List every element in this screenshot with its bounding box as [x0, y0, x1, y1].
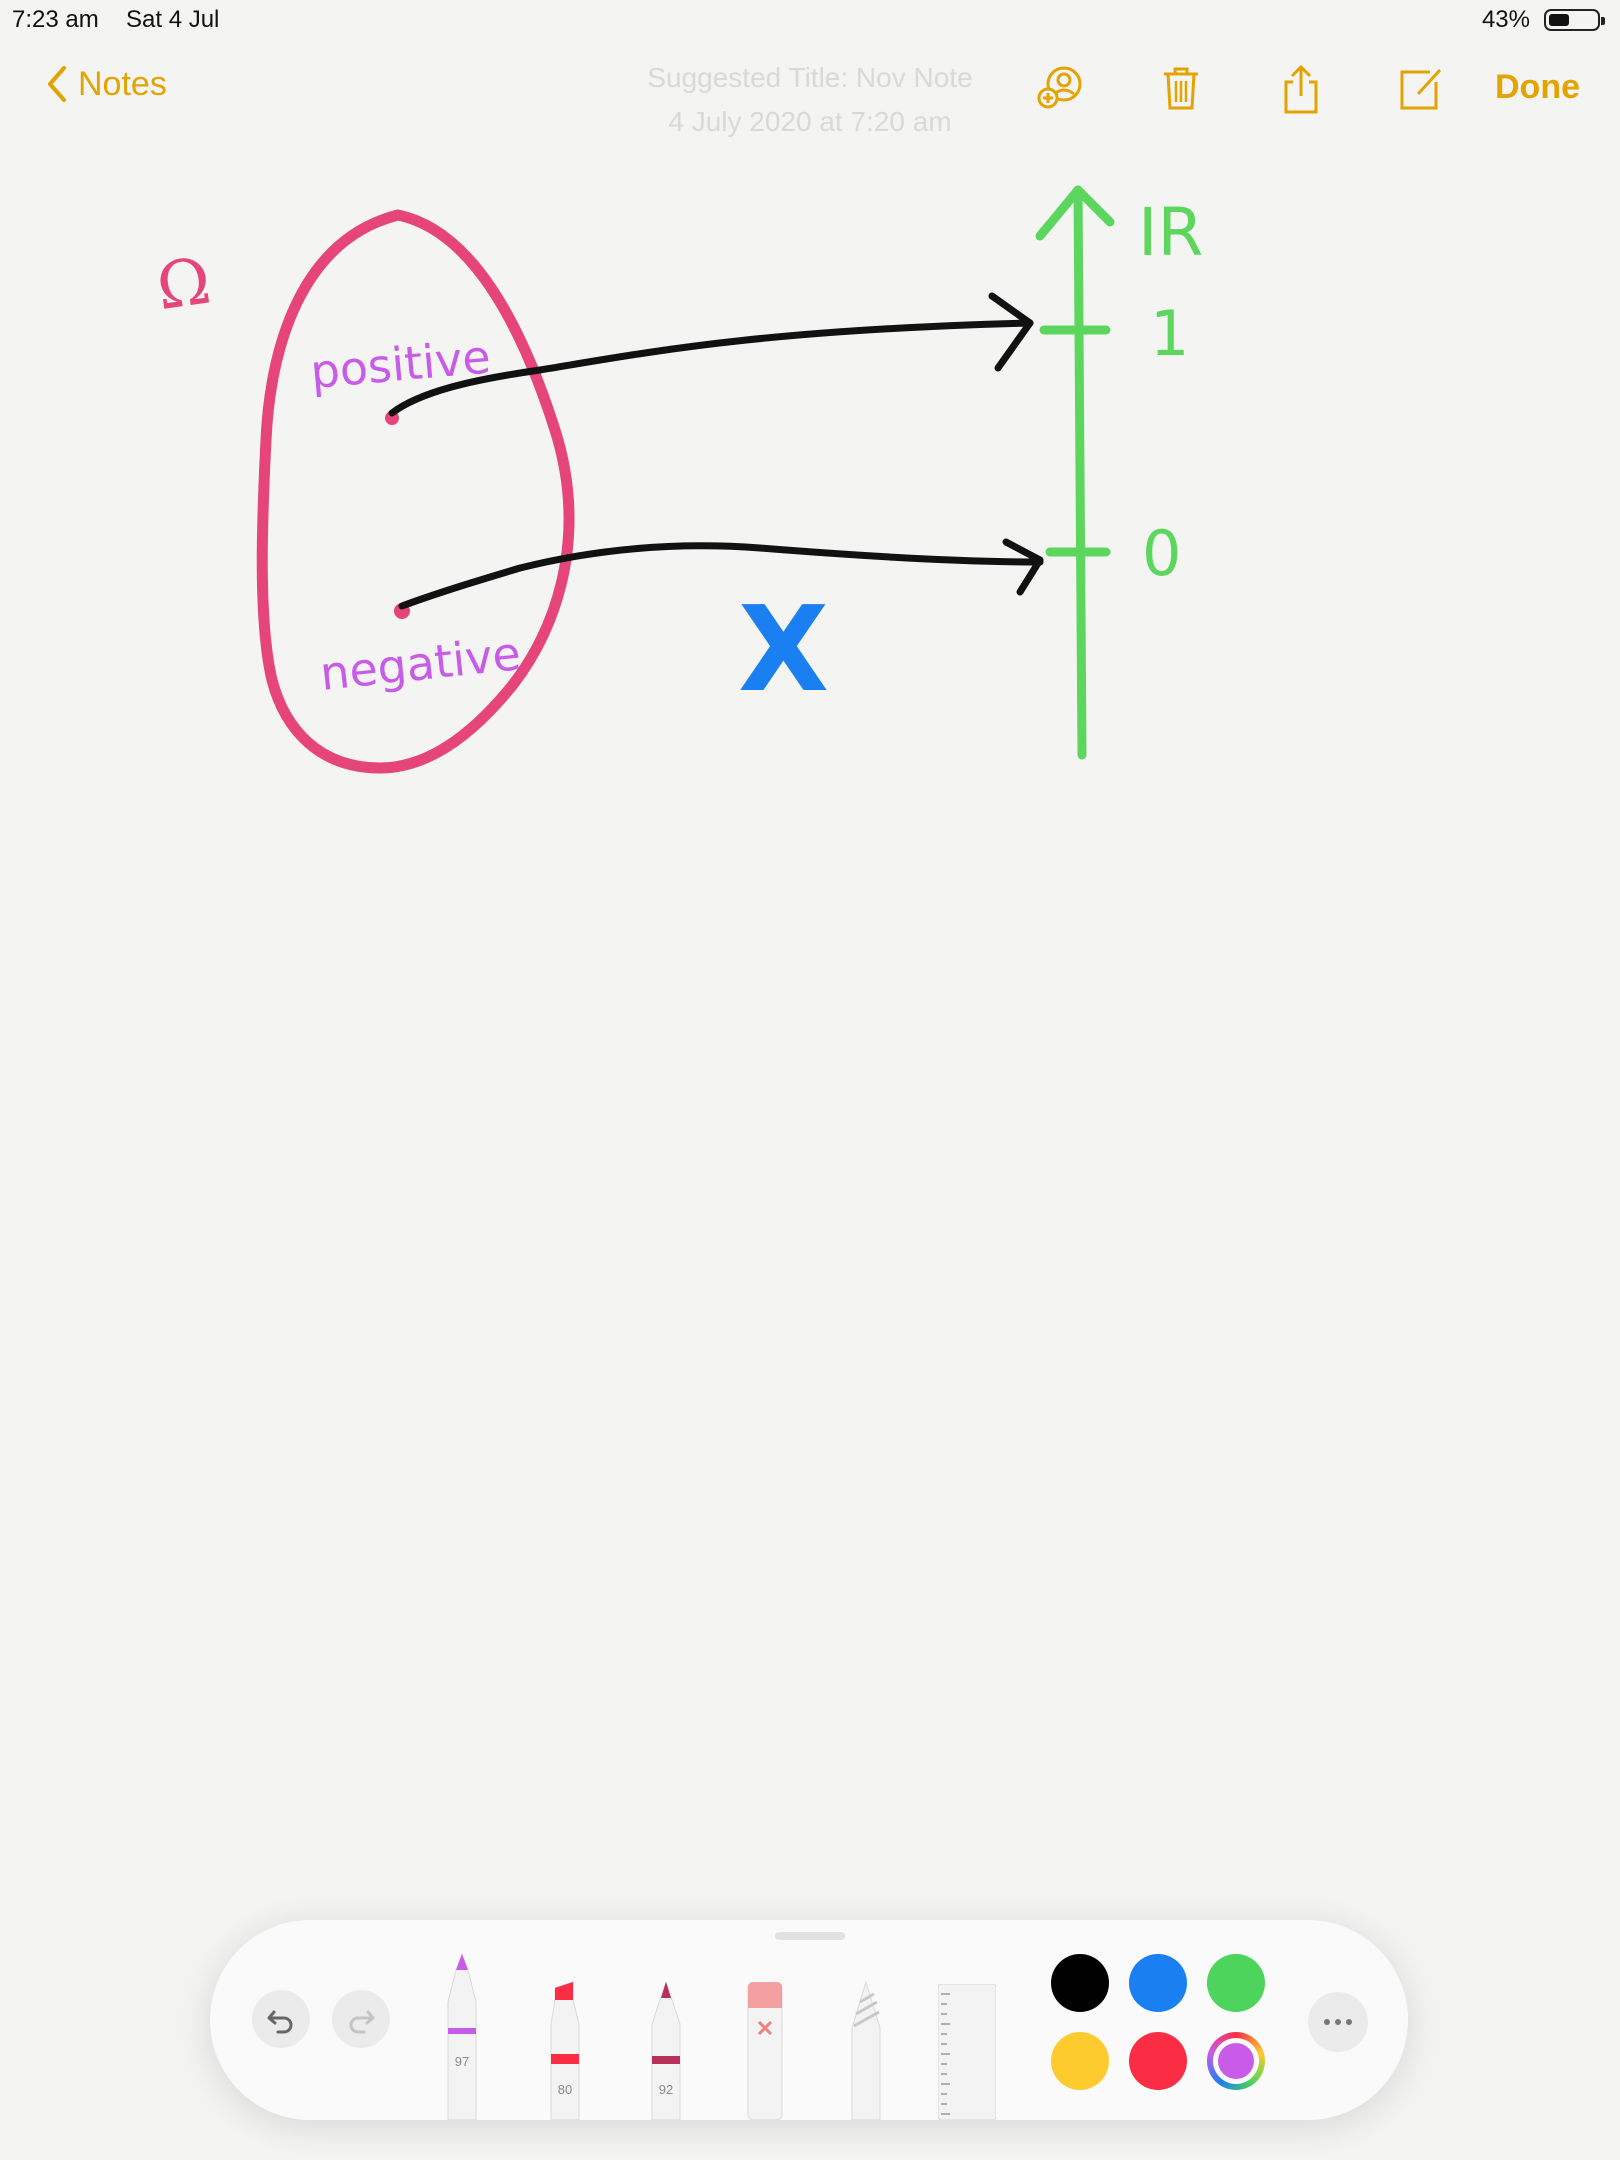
tick-0-label: 0: [1142, 517, 1182, 590]
eraser-tool[interactable]: [745, 1982, 785, 2120]
faded-note-title: Suggested Title: Nov Note 4 July 2020 at 7:20 am: [647, 62, 973, 137]
more-options-button[interactable]: [1308, 1992, 1368, 2052]
color-green[interactable]: [1207, 1954, 1265, 2012]
battery-icon: [1544, 9, 1600, 31]
status-time: 7:23 am: [12, 6, 99, 33]
pencil-icon: [646, 1980, 686, 2120]
pen-tool[interactable]: [442, 1950, 482, 2120]
ellipsis-icon: [1324, 2019, 1330, 2025]
color-picker-selected[interactable]: [1207, 2032, 1265, 2090]
arrowhead-1: [992, 296, 1030, 368]
pencil-width-label: 92: [658, 2082, 674, 2097]
positive-label: positive: [308, 329, 493, 399]
eraser-icon: [745, 1982, 785, 2120]
map-X-label: X: [738, 580, 829, 718]
real-set-label: IR: [1138, 194, 1204, 271]
ruler-icon: [938, 1984, 996, 2120]
color-yellow[interactable]: [1051, 2032, 1109, 2090]
back-label: Notes: [78, 64, 167, 103]
negative-label: negative: [317, 626, 524, 701]
marker-icon: [545, 1980, 585, 2120]
pen-icon: [442, 1950, 482, 2120]
add-person-icon[interactable]: [1034, 64, 1090, 119]
drawing-canvas[interactable]: [0, 150, 1620, 910]
color-red[interactable]: [1129, 2032, 1187, 2090]
undo-icon: [266, 2004, 296, 2034]
real-axis: [1078, 190, 1082, 755]
undo-button[interactable]: [252, 1990, 310, 2048]
arrow-negative-to-0: [402, 546, 1040, 606]
trash-icon[interactable]: [1158, 64, 1204, 119]
status-bar: [0, 0, 1620, 40]
navigation-bar: [0, 50, 1620, 137]
pencil-tool[interactable]: [646, 1980, 686, 2120]
chevron-left-icon: [46, 64, 68, 104]
redo-button[interactable]: [332, 1990, 390, 2048]
lasso-tool[interactable]: [846, 1980, 886, 2120]
battery-percent: 43%: [1481, 6, 1530, 33]
redo-icon: [346, 2004, 376, 2034]
back-button[interactable]: [46, 64, 167, 104]
done-button[interactable]: Done: [1495, 68, 1580, 106]
color-blue[interactable]: [1129, 1954, 1187, 2012]
pen-width-label: 97: [454, 2054, 470, 2069]
toolbar-grabber[interactable]: [775, 1932, 845, 1940]
share-icon[interactable]: [1278, 64, 1324, 121]
color-black[interactable]: [1051, 1954, 1109, 2012]
tick-1-label: 1: [1150, 297, 1190, 370]
status-date: Sat 4 Jul: [126, 6, 220, 33]
omega-label: Ω: [152, 244, 216, 326]
ruler-tool[interactable]: [938, 1984, 996, 2120]
marker-width-label: 80: [557, 2082, 573, 2097]
lasso-icon: [846, 1980, 886, 2120]
arrowhead-0: [1006, 542, 1040, 592]
markup-toolbar: [210, 1920, 1408, 2120]
marker-tool[interactable]: [545, 1980, 585, 2120]
compose-icon[interactable]: [1396, 64, 1446, 119]
